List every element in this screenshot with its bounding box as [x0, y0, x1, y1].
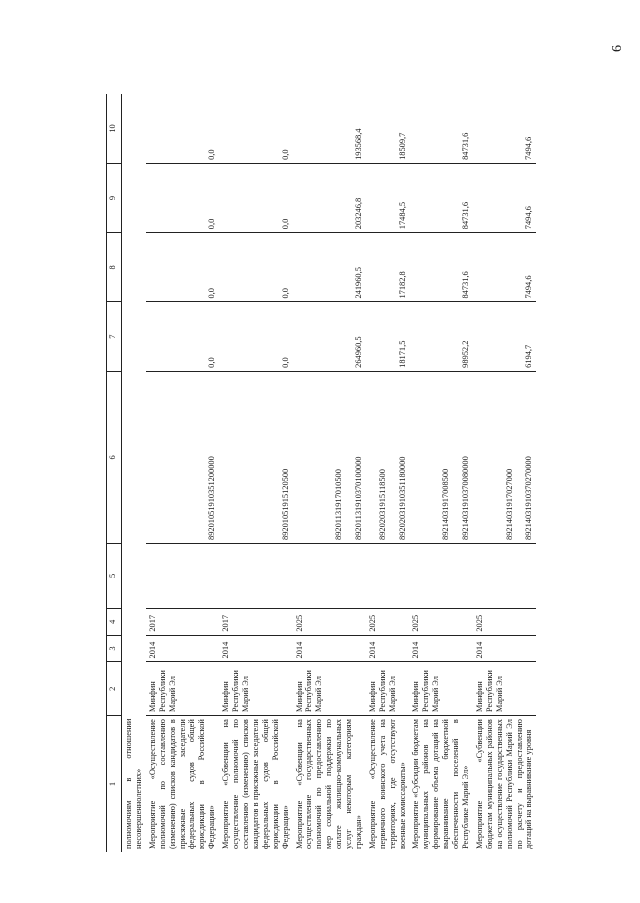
row-value-7: 6194,7: [473, 302, 536, 371]
row-start-year: 2014: [409, 635, 472, 662]
row-empty-cell: [219, 543, 292, 608]
row-org-cell: Минфин Республики Марий Эл: [366, 662, 410, 716]
row-start-year: 2014: [473, 635, 536, 662]
row-value-10: 84731,6: [409, 94, 472, 163]
row-value-7: 0,0: [146, 302, 219, 371]
row-end-year: 2025: [293, 608, 366, 635]
budget-code: 89214031910370080000: [461, 456, 470, 540]
budget-code: 89201051915120500: [280, 468, 290, 540]
row-value-9: 7494,6: [473, 163, 536, 232]
col-header: 7: [107, 302, 122, 371]
row-end-year: 2017: [219, 608, 292, 635]
col-header: 6: [107, 371, 122, 543]
col-header: 5: [107, 543, 122, 608]
row-value-7: 98952,2: [409, 302, 472, 371]
row-value-9: 0,0: [219, 163, 292, 232]
table-row: [146, 94, 219, 852]
row-value-7: 18171,5: [366, 302, 410, 371]
row-org-cell: Минфин Республики Марий Эл: [146, 662, 219, 716]
col-header: 4: [107, 608, 122, 635]
budget-code: 89214031917027000: [504, 468, 514, 540]
row-value-8: 0,0: [146, 233, 219, 302]
row-value-7: 264960,5: [293, 302, 366, 371]
row-name-cell: Мероприятие «Субвенции бюджетам муниципальных районов на осуществление государственных полномочий Республики Марий Эл по расчету и предоставлению дотаций на выравнивание уровня: [474, 719, 534, 849]
row-name-cell: Мероприятие «Осуществление полномочий по составлению (изменению) списков кандидатов в присяжные заседатели федеральных судов общей юрисдикции в Российской Федерации»: [147, 719, 217, 849]
row-value-10: 18509,7: [366, 94, 410, 163]
row-value-10: 0,0: [219, 94, 292, 163]
row-org-cell: Минфин Республики Марий Эл: [473, 662, 536, 716]
table-row: [293, 94, 366, 852]
row-end-year: 2025: [473, 608, 536, 635]
rotated-table-container: [106, 94, 618, 852]
table-body: [146, 94, 537, 852]
budget-code: 89214031917008500: [441, 468, 451, 540]
budget-code: 89201131910370100000: [353, 456, 363, 540]
table-row: [366, 94, 410, 852]
row-start-year: 2014: [219, 635, 292, 662]
page-number: 6: [610, 45, 625, 52]
row-code-cell: [473, 371, 536, 543]
row-value-8: 241960,5: [293, 233, 366, 302]
row-end-year: 2017: [146, 608, 219, 635]
header-row: [107, 94, 122, 852]
row-empty-cell: [146, 543, 219, 608]
continuation-row: [122, 94, 146, 852]
row-empty-cell: [366, 543, 410, 608]
budget-code: 89214031910370270000: [524, 456, 534, 540]
col-header: 10: [107, 94, 122, 163]
row-code-cell: [293, 371, 366, 543]
table-row: [219, 94, 292, 852]
row-value-9: 203246,8: [293, 163, 366, 232]
continuation-text: полномочиям в отношении несовершеннолетних»: [124, 718, 143, 849]
row-value-9: 84731,6: [409, 163, 472, 232]
row-start-year: 2014: [293, 635, 366, 662]
row-value-8: 7494,6: [473, 233, 536, 302]
row-value-8: 0,0: [219, 233, 292, 302]
row-start-year: 2014: [146, 635, 219, 662]
row-org-cell: Минфин Республики Марий Эл: [293, 662, 366, 716]
col-header: 1: [107, 716, 122, 852]
budget-code: 89201051910351200000: [207, 456, 217, 540]
budget-code: 89202031915118500: [377, 469, 387, 540]
row-code-cell: [219, 371, 292, 543]
col-header: 2: [107, 662, 122, 716]
row-value-9: 17484,5: [366, 163, 410, 232]
col-header: 3: [107, 635, 122, 662]
row-end-year: 2025: [409, 608, 472, 635]
row-value-10: 193568,4: [293, 94, 366, 163]
col-header: 9: [107, 163, 122, 232]
row-empty-cell: [293, 543, 366, 608]
row-org-cell: Минфин Республики Марий Эл: [219, 662, 292, 716]
row-start-year: 2014: [366, 635, 410, 662]
col-header: 8: [107, 233, 122, 302]
budget-code: 89201131917010500: [334, 469, 344, 540]
row-name-cell: Мероприятие «Субсидии бюджетам муниципальных районов на формирование объема дотаций на выравнивание бюджетной обеспеченности поселений в Республике Марий Эл»: [411, 719, 470, 849]
row-value-10: 0,0: [146, 94, 219, 163]
budget-table: [106, 94, 536, 852]
row-value-10: 7494,6: [473, 94, 536, 163]
row-code-cell: [146, 371, 219, 543]
row-value-8: 17182,8: [366, 233, 410, 302]
row-code-cell: [366, 371, 410, 543]
row-code-cell: [409, 371, 472, 543]
row-org-cell: Минфин Республики Марий Эл: [409, 662, 472, 716]
row-name-cell: Мероприятие «Субвенции на осуществление государственных полномочий по предоставлению мер социальной поддержки по оплате жилищно-коммунальных услуг некоторым категориям граждан»: [294, 719, 363, 849]
row-value-8: 84731,6: [409, 233, 472, 302]
row-value-9: 0,0: [146, 163, 219, 232]
budget-code: 89202031910351180000: [397, 456, 407, 540]
table-row: [473, 94, 536, 852]
row-end-year: 2025: [366, 608, 410, 635]
table-row: [409, 94, 472, 852]
row-name-cell: Мероприятие «Осуществление первичного воинского учета на территориях, где отсутствуют военные комиссариаты»: [367, 719, 407, 849]
row-empty-cell: [473, 543, 536, 608]
row-value-7: 0,0: [219, 302, 292, 371]
row-name-cell: Мероприятие «Субвенции на осуществление полномочий по составлению (изменению) списков кандидатов в присяжные заседатели федеральных судов общей юрисдикции в Российской Федерации»: [221, 719, 290, 849]
row-empty-cell: [409, 543, 472, 608]
